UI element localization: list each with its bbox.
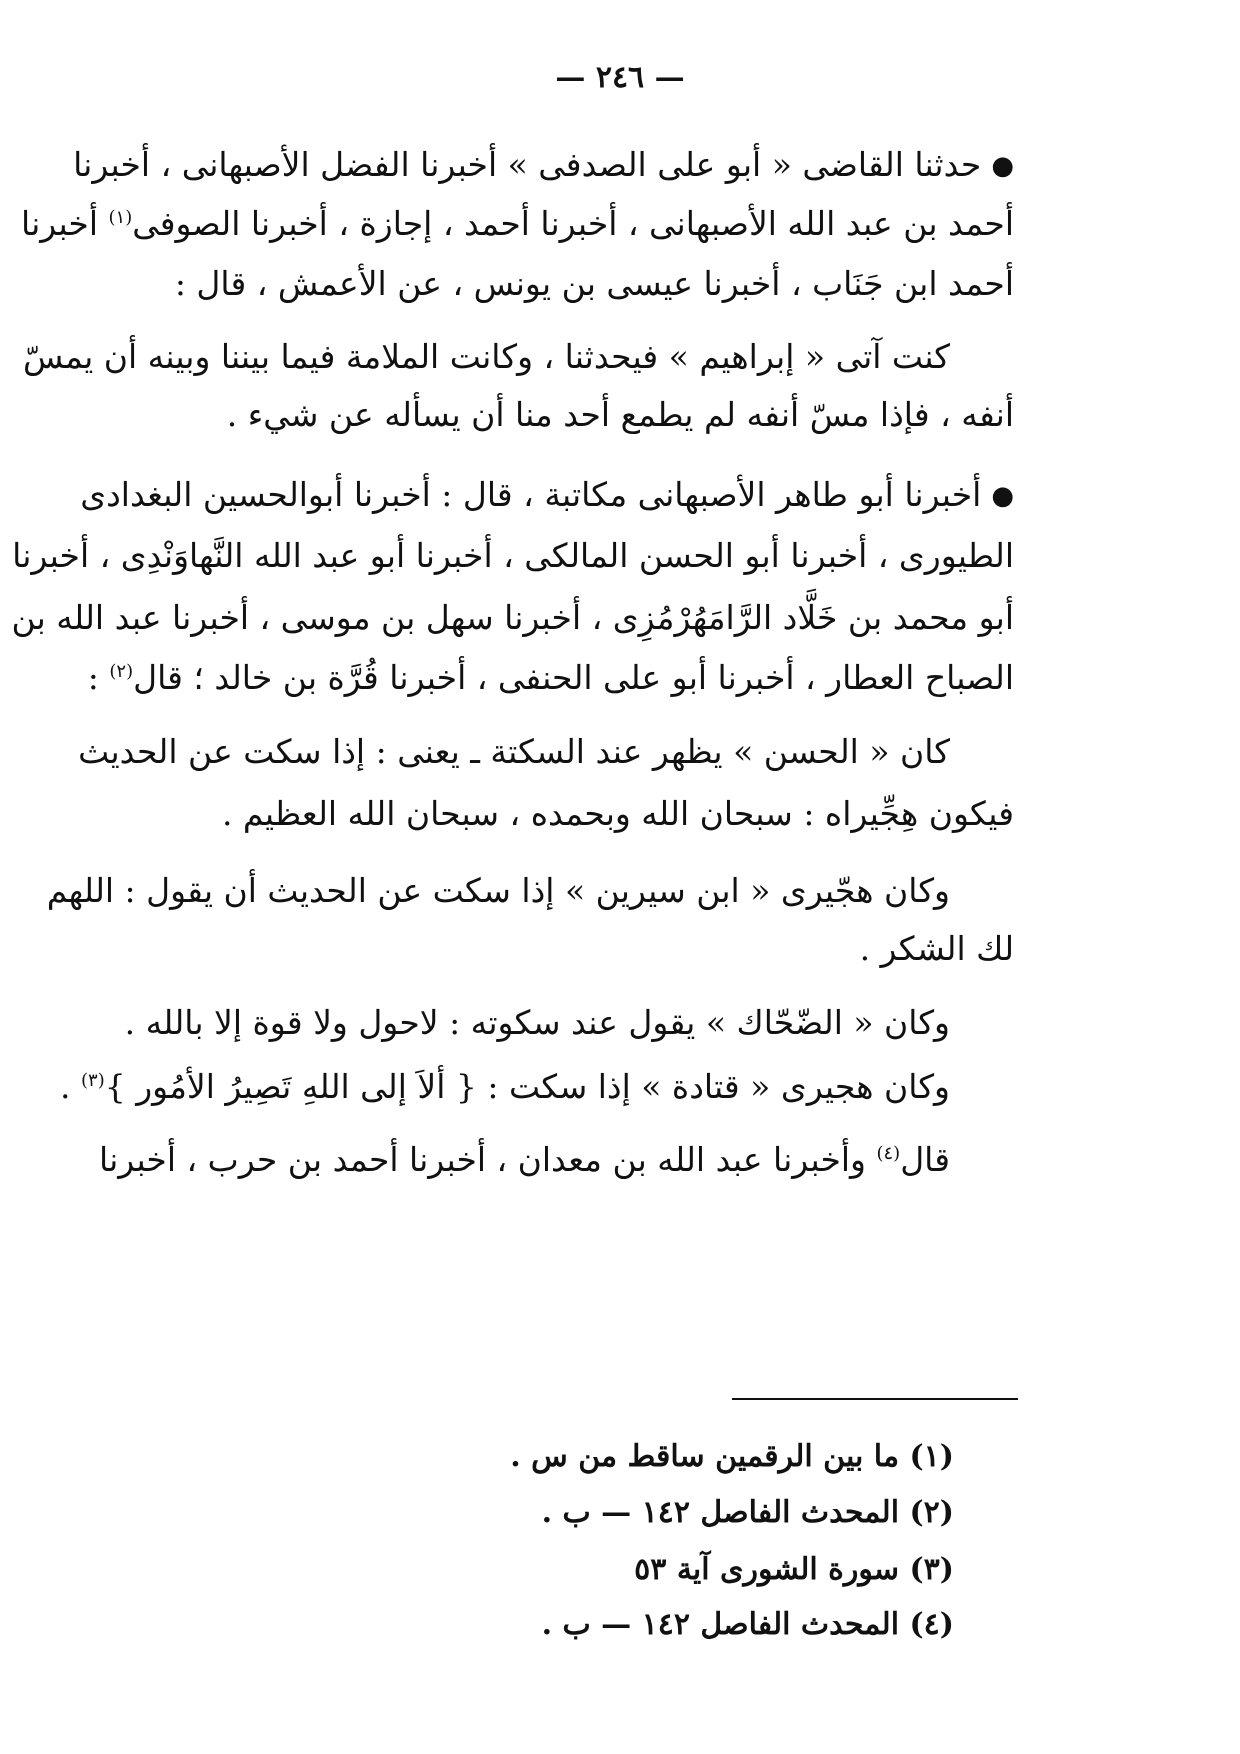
page-number: — ٢٤٦ — [555, 60, 685, 95]
paragraph-8-line-1 [99, 1138, 950, 1182]
paragraph-4-line-1: كان « الحسن » يظهر عند السكتة ـ يعنى : إذا سكت عن الحديث [78, 732, 950, 771]
paragraph-2-line-1: كنت آتى « إبراهيم » فيحدثنا ، وكانت الملامة فيما بيننا وبينه أن يمسّ [22, 337, 950, 376]
paragraph-2-line-2: أنفه ، فإذا مسّ أنفه لم يطمع أحد منا أن يسأله عن شيء . [226, 395, 1014, 434]
paragraph-1-line-2-text: أحمد بن عبد الله الأصبهانى ، أخبرنا أحمد ، إجازة ، أخبرنا الصوفى [132, 204, 1014, 243]
paragraph-1-line-2-tail: أخبرنا [21, 204, 109, 243]
paragraph-3-line-4 [87, 656, 1014, 700]
paragraph-6-line-1: وكان « الضّحّاك » يقول عند سكوته : لاحول ولا قوة إلا بالله . [124, 1003, 950, 1042]
paragraph-5-line-2: لك الشكر . [859, 929, 1014, 968]
paragraph-7-line-1-tail: . [60, 1067, 82, 1106]
footnote-mark-3: (٣) [81, 1070, 105, 1091]
footnote-4: (٤) المحدث الفاصل ١٤٢ — ب . [541, 1607, 954, 1642]
footnote-1: (١) ما بين الرقمين ساقط من س . [510, 1439, 954, 1474]
paragraph-1-line-1 [73, 143, 1014, 188]
bullet-icon: ● [991, 481, 1014, 511]
paragraph-1-line-3: أحمد ابن جَنَاب ، أخبرنا عيسى بن يونس ، عن الأعمش ، قال : [174, 264, 1014, 303]
paragraph-8-line-1-lead: قال [900, 1140, 950, 1179]
paragraph-1-line-2 [21, 202, 1014, 246]
paragraph-1-line-1-text: حدثنا القاضى « أبو على الصدفى » أخبرنا الفضل الأصبهانى ، أخبرنا [73, 145, 982, 184]
paragraph-4-line-2: فيكون هِجِّيراه : سبحان الله وبحمده ، سبحان الله العظيم . [221, 794, 1014, 833]
paragraph-3-line-2: الطيورى ، أخبرنا أبو الحسن المالكى ، أخبرنا أبو عبد الله النَّهاوَنْدِى ، أخبرنا [12, 536, 1014, 575]
paragraph-5-line-1: وكان هجّيرى « ابن سيرين » إذا سكت عن الحديث أن يقول : اللهم [46, 871, 950, 910]
footnote-2: (٢) المحدث الفاصل ١٤٢ — ب . [541, 1495, 954, 1530]
paragraph-7-line-1 [60, 1065, 950, 1109]
paragraph-3-line-4-text: الصباح العطار ، أخبرنا أبو على الحنفى ، أخبرنا قُرَّة بن خالد ؛ قال [133, 658, 1014, 697]
paragraph-8-line-1-text: وأخبرنا عبد الله بن معدان ، أخبرنا أحمد بن حرب ، أخبرنا [99, 1140, 877, 1179]
bullet-icon: ● [991, 151, 1014, 181]
paragraph-3-line-1-text: أخبرنا أبو طاهر الأصبهانى مكاتبة ، قال : أخبرنا أبوالحسين البغدادى [80, 475, 982, 514]
paragraph-3-line-1 [80, 473, 1014, 518]
footnote-mark-1: (١) [108, 207, 133, 228]
footnote-3: (٣) سورة الشورى آية ٥٣ [634, 1552, 954, 1587]
footnote-divider [732, 1398, 1018, 1400]
footnote-mark-4: (٤) [876, 1143, 901, 1164]
paragraph-3-line-4-tail: : [87, 658, 110, 697]
paragraph-3-line-3: أبو محمد بن خَلَّاد الرَّامَهُرْمُزِى ، أخبرنا سهل بن موسى ، أخبرنا عبد الله بن [11, 598, 1014, 637]
footnote-mark-2: (٢) [109, 661, 134, 682]
paragraph-7-line-1-text: وكان هجيرى « قتادة » إذا سكت : { ألاَ إلى اللهِ تَصِيرُ الأمُور } [104, 1067, 950, 1106]
